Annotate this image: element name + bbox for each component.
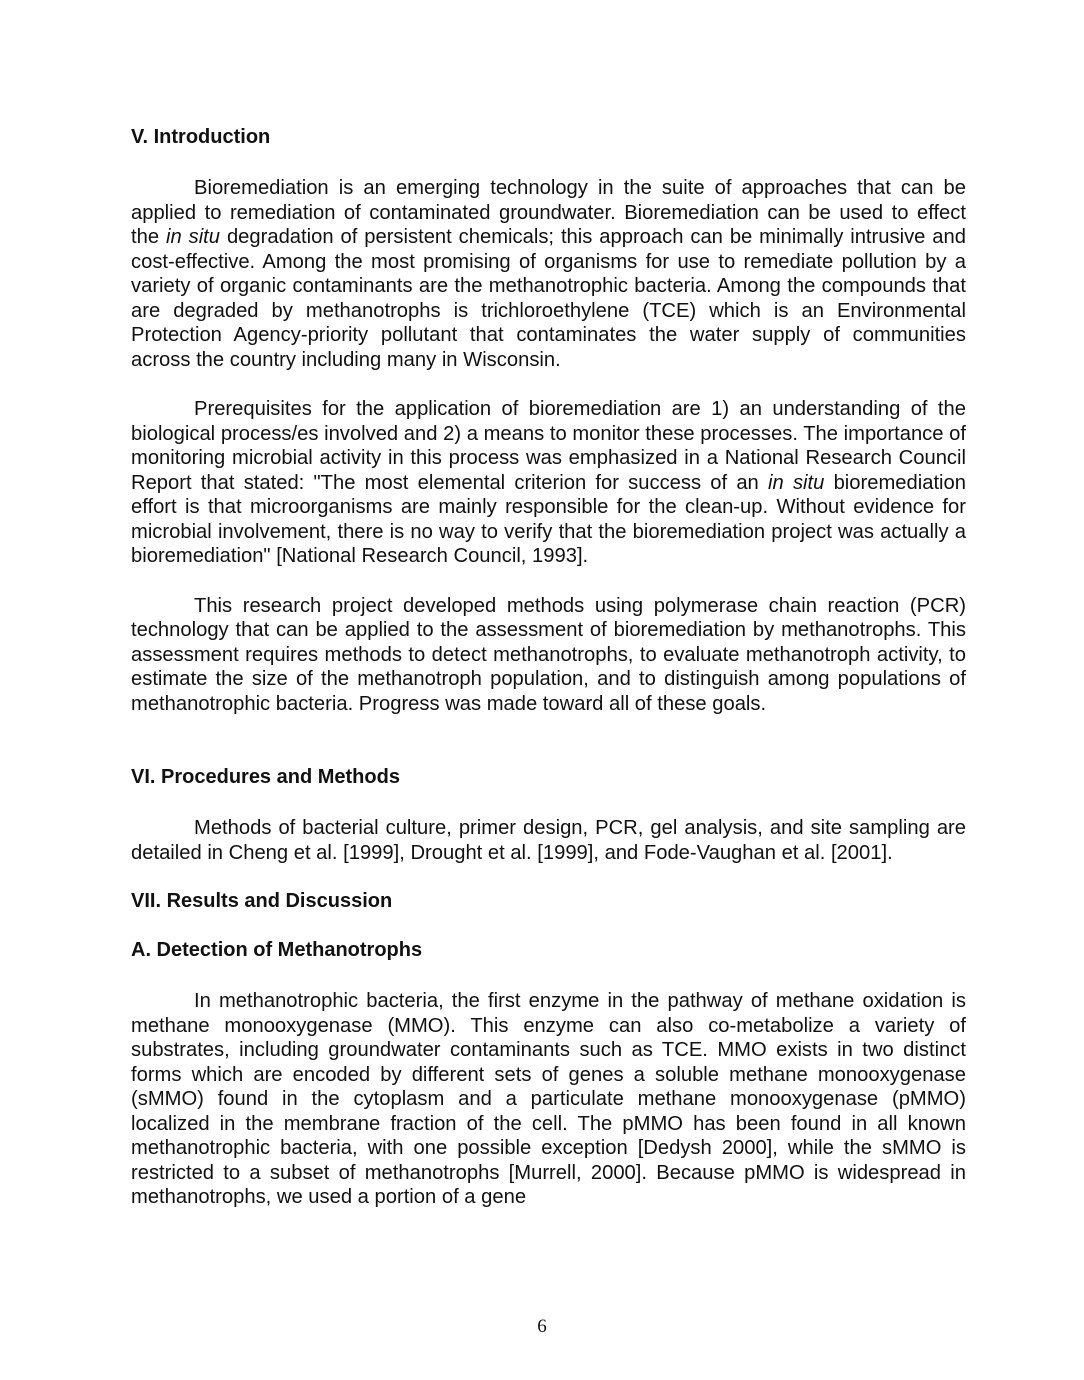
section-heading-introduction: V. Introduction: [131, 126, 271, 148]
subsection-heading-detection: A. Detection of Methanotrophs: [131, 939, 423, 961]
intro-paragraph-3: This research project developed methods using polymerase chain reaction (PCR) technology that can be applied to the assessment of bioremediation by methanotrophs. This assessment requires methods to detect methanotrophs, to evaluate methanotroph activity, to estimate the size of the methanotroph population, and to distinguish among populations of methanotrophic bacteria. Progress was made toward all of these goals.: [131, 594, 966, 715]
italic-in-situ: in situ: [165, 226, 221, 248]
detection-paragraph-1: In methanotrophic bacteria, the first enzyme in the pathway of methane oxidation is methane monooxygenase (MMO). This enzyme can also co-metabolize a variety of substrates, including groundwater contaminants such as TCE. MMO exists in two distinct forms which are encoded by different sets of genes a soluble methane monooxygenase (sMMO) found in the cytoplasm and a particulate methane monooxygenase (pMMO) localized in the membrane fraction of the cell. The pMMO has been found in all known methanotrophic bacteria, with one possible exception [Dedysh 2000], while the sMMO is restricted to a subset of methanotrophs [Murrell, 2000]. Because pMMO is widespread in methanotrophs, we used a portion of a gene: [131, 990, 966, 1208]
methods-paragraph-1: Methods of bacterial culture, primer design, PCR, gel analysis, and site sampling are detailed in Cheng et al. [1999], Drought et al. [1999], and Fode-Vaughan et al. [2001].: [131, 817, 966, 864]
italic-in-situ: in situ: [768, 471, 825, 494]
page-number: 6: [537, 1316, 547, 1337]
section-heading-procedures-methods: VI. Procedures and Methods: [131, 766, 400, 788]
intro-paragraph-1: Bioremediation is an emerging technology in the suite of approaches that can be applied to remediation of contaminated groundwater. Bioremediation can be used to effect the in situ degradation of persistent chemicals; this approach can be minimally intrusive and cost-effective. Among the most promising of organisms for use to remediate pollution by a variety of organic contaminants are the methanotrophic bacteria. Among the compounds that are degraded by methanotrophs is trichloroethylene (TCE) which is an Environmental Protection Agency-priority pollutant that contaminates the water supply of communities across the country including many in Wisconsin.: [131, 177, 966, 371]
section-heading-results-discussion: VII. Results and Discussion: [131, 890, 393, 912]
intro-paragraph-2: Prerequisites for the application of bioremediation are 1) an understanding of the biological process/es involved and 2) a means to monitor these processes. The importance of monitoring microbial activity in this process was emphasized in a National Research Council Report that stated: "The most elemental criterion for success of an in situ bioremediation effort is that microorganisms are mainly responsible for the clean-up. Without evidence for microbial involvement, there is no way to verify that the bioremediation project was actually a bioremediation" [National Research Council, 1993].: [131, 398, 966, 567]
document-body: [131, 124, 966, 1210]
